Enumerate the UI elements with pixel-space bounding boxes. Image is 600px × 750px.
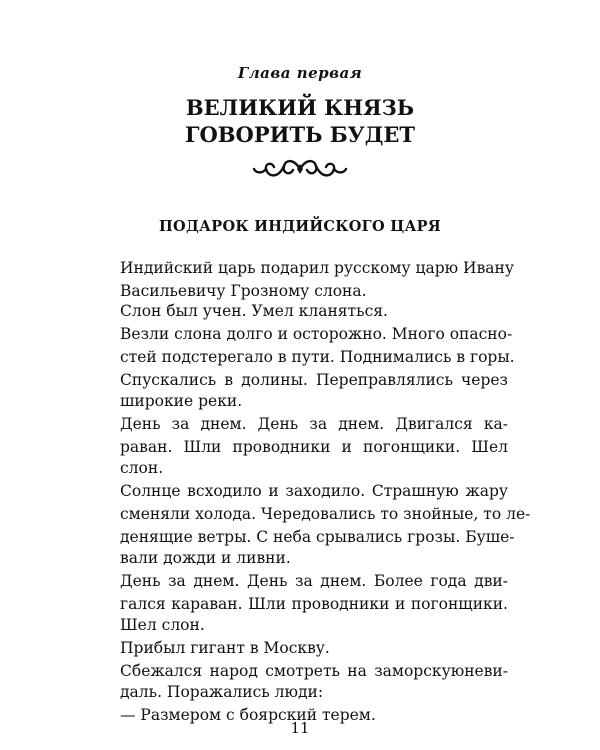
section-title: ПОДАРОК ИНДИЙСКОГО ЦАРЯ	[159, 218, 441, 235]
body-line: стей подстерегало в пути. Поднимались в горы.	[120, 348, 515, 366]
body-line: Везли слона долго и осторожно. Много опасно-	[120, 325, 513, 343]
body-line: — Размером с боярский терем.	[120, 706, 376, 724]
decorative-scroll-icon	[250, 151, 350, 187]
body-line: Шел слон.	[120, 616, 205, 634]
body-line: раван. Шли проводники и погонщики. Шел	[120, 438, 508, 456]
body-line: Прибыл гигант в Москву.	[120, 639, 330, 657]
chapter-label: Глава первая	[237, 64, 363, 82]
body-line: День за днем. День за днем. Более года дви-	[120, 572, 508, 590]
body-line: Васильевичу Грозному слона.	[120, 282, 367, 300]
body-line: вали дожди и ливни.	[120, 549, 291, 567]
body-line: гался караван. Шли проводники и погонщики.	[120, 595, 508, 613]
chapter-title-line: ГОВОРИТЬ БУДЕТ	[184, 122, 416, 147]
body-line: Спускались в долины. Переправлялись через	[120, 371, 508, 389]
body-line: сменяли холода. Чередовались то знойные, то ле-	[120, 505, 531, 523]
body-line: даль. Поражались люди:	[120, 683, 324, 701]
body-line: слон.	[120, 459, 164, 477]
chapter-title	[0, 94, 600, 148]
chapter-title-line: ВЕЛИКИЙ КНЯЗЬ	[185, 95, 415, 120]
body-line: День за днем. День за днем. Двигался ка-	[120, 415, 508, 433]
body-line: Сбежался народ смотреть на заморскуюневи-	[120, 662, 508, 680]
body-line: широкие реки.	[120, 392, 243, 410]
body-line: Индийский царь подарил русскому царю Ивану	[120, 259, 514, 277]
body-line: Солнце всходило и заходило. Страшную жару	[120, 482, 508, 500]
body-line: денящие ветры. С неба срывались грозы. Буше-	[120, 528, 515, 546]
page-number: 11	[290, 719, 310, 737]
body-line: Слон был учен. Умел кланяться.	[120, 302, 388, 320]
